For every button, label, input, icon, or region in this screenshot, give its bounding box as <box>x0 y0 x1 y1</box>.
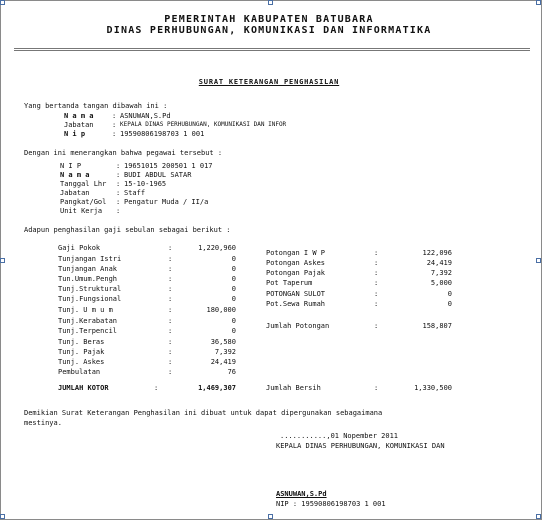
income-colon: : <box>168 265 173 273</box>
signer-name-colon: : <box>112 112 117 120</box>
employee-rank-label: Pangkat/Gol <box>60 198 107 206</box>
employee-birthdate-value: 15-10-1965 <box>124 180 167 188</box>
employee-name-label: N a m a <box>60 171 90 179</box>
signer-name-label: N a m a <box>64 112 94 120</box>
income-value: 76 <box>227 368 236 376</box>
deduction-colon: : <box>374 290 379 298</box>
deduction-label: Potongan Askes <box>266 259 326 267</box>
deduction-value: 7,392 <box>430 269 452 277</box>
net-total-colon: : <box>374 384 379 392</box>
income-label: Tunj.Struktural <box>58 285 122 293</box>
signer-nip-value: 19590806198703 1 001 <box>120 130 205 138</box>
income-colon: : <box>168 295 173 303</box>
intro-text: Yang bertanda tangan dibawah ini : <box>24 102 168 110</box>
income-label: Tunjangan Anak <box>58 265 118 273</box>
deduction-total-colon: : <box>374 322 379 330</box>
employee-name-colon: : <box>116 171 121 179</box>
date-line: ...........,01 Nopember 2011 <box>280 432 399 440</box>
employee-position-colon: : <box>116 189 121 197</box>
employee-name-value: BUDI ABDUL SATAR <box>124 171 192 179</box>
income-value: 36,580 <box>210 338 236 346</box>
closing-text-1: Demikian Surat Keterangan Penghasilan ini dibuat untuk dapat dipergunakan sebagaimana <box>24 409 383 417</box>
income-total-colon: : <box>154 384 159 392</box>
employee-nip-label: N I P <box>60 162 82 170</box>
income-label: Pembulatan <box>58 368 101 376</box>
income-colon: : <box>168 255 173 263</box>
employee-position-label: Jabatan <box>60 189 90 197</box>
header-rule-2 <box>14 50 530 51</box>
deduction-total-label: Jumlah Potongan <box>266 322 330 330</box>
income-label: Tunjangan Istri <box>58 255 122 263</box>
employee-position-value: Staff <box>124 189 146 197</box>
salary-intro-text: Adapun penghasilan gaji sebulan sebagai berikut : <box>24 226 231 234</box>
income-total-value: 1,469,307 <box>198 384 236 392</box>
income-label: Gaji Pokok <box>58 244 101 252</box>
deduction-label: Pot.Sewa Rumah <box>266 300 326 308</box>
deduction-colon: : <box>374 259 379 267</box>
header-line-1: PEMERINTAH KABUPATEN BATUBARA <box>164 14 374 25</box>
resize-handle-middle-right[interactable] <box>536 258 541 263</box>
deduction-colon: : <box>374 300 379 308</box>
income-value: 0 <box>231 255 236 263</box>
signer-nip-label: N i p <box>64 130 86 138</box>
income-label: Tunj.Terpencil <box>58 327 118 335</box>
income-label: Tunj. U m u m <box>58 306 113 314</box>
statement-text: Dengan ini menerangkan bahwa pegawai tersebut : <box>24 149 223 157</box>
employee-rank-colon: : <box>116 198 121 206</box>
deduction-colon: : <box>374 279 379 287</box>
income-colon: : <box>168 358 173 366</box>
income-value: 0 <box>231 327 236 335</box>
header-line-2: DINAS PERHUBUNGAN, KOMUNIKASI DAN INFORMATIKA <box>106 25 432 36</box>
income-label: Tunj.Fungsional <box>58 295 122 303</box>
income-label: Tunj.Kerabatan <box>58 317 118 325</box>
deduction-value: 0 <box>447 290 452 298</box>
income-value: 7,392 <box>214 348 236 356</box>
signer-name-value: ASNUWAN,S.Pd <box>120 112 171 120</box>
income-colon: : <box>168 285 173 293</box>
document-page <box>4 4 534 514</box>
income-colon: : <box>168 275 173 283</box>
employee-birthdate-label: Tanggal Lhr <box>60 180 107 188</box>
income-value: 0 <box>231 265 236 273</box>
income-colon: : <box>168 327 173 335</box>
employee-nip-value: 19651015 200501 1 017 <box>124 162 213 170</box>
signatory-name: ASNUWAN,S.Pd <box>276 490 327 498</box>
income-value: 180,000 <box>206 306 236 314</box>
deduction-colon: : <box>374 249 379 257</box>
income-value: 1,220,960 <box>198 244 236 252</box>
signatory-nip: NIP : 19590806198703 1 001 <box>276 500 386 508</box>
income-value: 24,419 <box>210 358 236 366</box>
employee-rank-value: Pengatur Muda / II/a <box>124 198 209 206</box>
employee-nip-colon: : <box>116 162 121 170</box>
income-value: 0 <box>231 295 236 303</box>
income-value: 0 <box>231 317 236 325</box>
signatory-title: KEPALA DINAS PERHUBUNGAN, KOMUNIKASI DAN <box>276 442 445 450</box>
resize-handle-bottom-right[interactable] <box>536 514 541 519</box>
deduction-value: 5,000 <box>430 279 452 287</box>
net-total-value: 1,330,500 <box>414 384 452 392</box>
signer-position-label: Jabatan <box>64 121 94 129</box>
resize-handle-bottom-left[interactable] <box>0 514 5 519</box>
deduction-value: 122,096 <box>422 249 452 257</box>
income-value: 0 <box>231 285 236 293</box>
resize-handle-bottom-center[interactable] <box>268 514 273 519</box>
income-colon: : <box>168 306 173 314</box>
deduction-colon: : <box>374 269 379 277</box>
deduction-label: Potongan Pajak <box>266 269 326 277</box>
income-value: 0 <box>231 275 236 283</box>
income-label: Tunj. Askes <box>58 358 105 366</box>
deduction-label: Potongan I W P <box>266 249 326 257</box>
deduction-label: POTONGAN SULOT <box>266 290 326 298</box>
income-colon: : <box>168 368 173 376</box>
income-label: Tun.Umum.Pengh <box>58 275 118 283</box>
header-rule-1 <box>14 48 530 49</box>
document-title: SURAT KETERANGAN PENGHASILAN <box>198 78 340 86</box>
signer-position-colon: : <box>112 121 117 129</box>
net-total-label: Jumlah Bersih <box>266 384 321 392</box>
deduction-label: Pot Taperum <box>266 279 313 287</box>
income-colon: : <box>168 317 173 325</box>
income-label: Tunj. Pajak <box>58 348 105 356</box>
closing-text-2: mestinya. <box>24 419 62 427</box>
resize-handle-top-right[interactable] <box>536 0 541 5</box>
income-label: Tunj. Beras <box>58 338 105 346</box>
income-colon: : <box>168 338 173 346</box>
employee-unit-label: Unit Kerja <box>60 207 103 215</box>
income-colon: : <box>168 244 173 252</box>
income-total-label: JUMLAH KOTOR <box>58 384 109 392</box>
employee-birthdate-colon: : <box>116 180 121 188</box>
employee-unit-colon: : <box>116 207 121 215</box>
deduction-value: 0 <box>447 300 452 308</box>
deduction-value: 24,419 <box>426 259 452 267</box>
signer-nip-colon: : <box>112 130 117 138</box>
income-colon: : <box>168 348 173 356</box>
signer-position-value: KEPALA DINAS PERHUBUNGAN, KOMUNIKASI DAN INFOR <box>120 121 287 128</box>
deduction-total-value: 158,807 <box>422 322 452 330</box>
